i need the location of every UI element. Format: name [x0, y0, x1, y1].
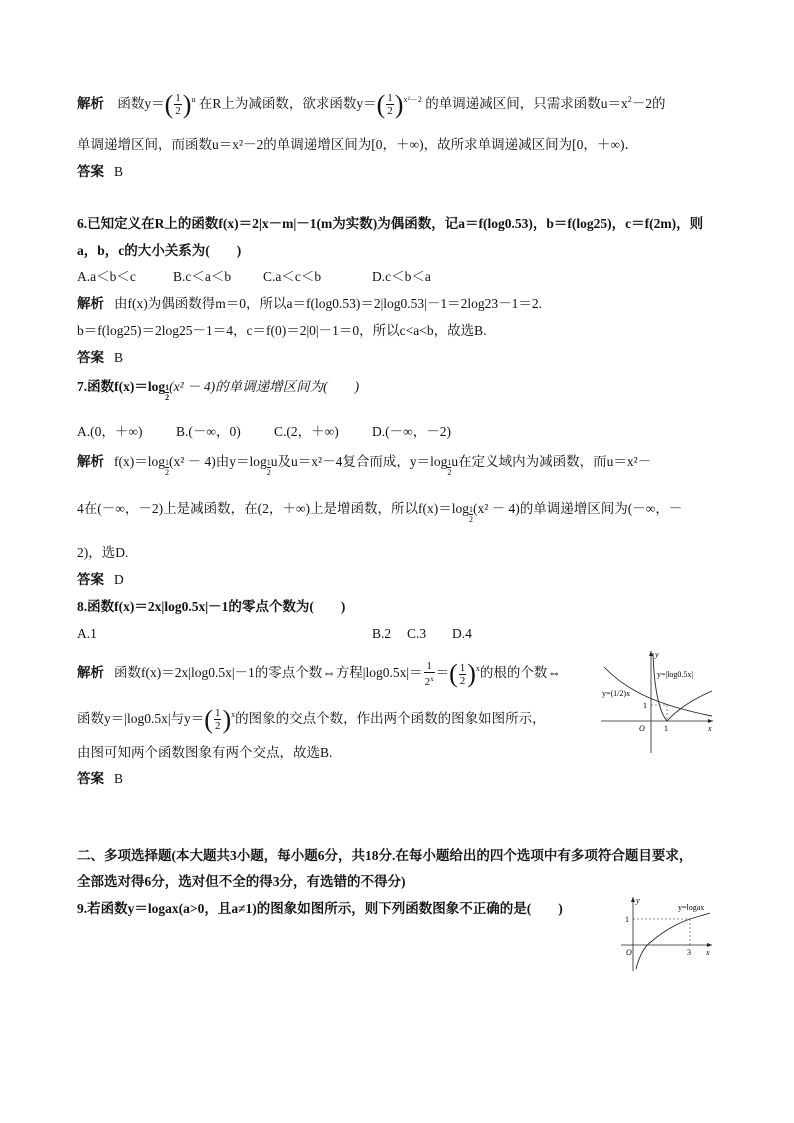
exp-curve-label: y=(1/2)x: [602, 689, 631, 698]
q8-answer: 答案 B: [77, 771, 124, 786]
section2-heading-line1: 二、多项选择题(本大题共3小题，每小题6分，共18分.在每小题给出的四个选项中有多项符合题目要求，: [77, 848, 693, 863]
x-axis-label: x: [708, 724, 712, 733]
tick-one-y: 1: [643, 701, 647, 710]
q8-analysis-line1: 解析 函数f(x)＝2x|log0.5x|－1的零点个数⇔方程|log0.5x|＝ $\frac{1}{2^x}$ ＝( $\frac{1}{2}$ )$^x$的根的个数⇔: [77, 659, 561, 688]
tick-three-x: 3: [687, 948, 691, 957]
q8-option-d: D.4: [452, 626, 472, 641]
q6-option-d: D.c＜b＜a: [372, 269, 431, 284]
q6-answer: 答案 B: [77, 350, 124, 365]
analysis-label: 解析: [77, 96, 104, 111]
q8-option-b: B.2: [372, 626, 392, 641]
q5-analysis-line1: 解析 函数y＝( $\frac{1}{2}$ )$^u$ 在R上为减函数，欲求函数y＝( $\frac{1}{2}$ )$^{x^2-2}$ 的单调递减区间，只需求函数$u=x^2-2$的: [77, 89, 666, 119]
q8-figure: [596, 645, 718, 755]
q8-analysis-line3: 由图可知两个函数图象有两个交点，故选B.: [77, 745, 333, 760]
abs-log-curve-label: y=|log0.5x|: [657, 670, 693, 679]
y-axis-label: y: [655, 650, 659, 659]
y-axis-label: y: [636, 896, 640, 905]
q7-option-b: B.(－∞，0): [176, 424, 241, 439]
q7-option-c: C.(2，＋∞): [274, 424, 339, 439]
q7-analysis-line1: 解析 f(x)＝log $\frac{1}{2}(x^2 - 4)$由y＝log $\frac{1}{2}u$及u＝x²－4复合而成，y＝log $\frac{1}{2}u$在定义域内为减函数，而u＝x²－: [77, 454, 652, 477]
abs-log-curve: [653, 653, 712, 721]
x-axis-label: x: [706, 948, 710, 957]
q6-option-c: C.a＜c＜b: [263, 269, 322, 284]
q7-analysis-line2: 4在(－∞，－2)上是减函数，在(2，＋∞)上是增函数，所以f(x)＝log $\frac{1}{2}(x^2 - 4)$的单调递增区间为(－∞，－: [77, 501, 683, 524]
q7-option-a: A.(0，＋∞): [77, 424, 143, 439]
q7-analysis-line3: 2)，选D.: [77, 545, 129, 560]
q5-analysis-line2: 单调递增区间，而函数u＝x²－2的单调递增区间为[0，＋∞)，故所求单调递减区间为[0，＋∞)．: [77, 137, 639, 152]
q8-analysis-line2: 函数y＝|log0.5x|与y＝( $\frac{1}{2}$ )$^x$的图象的交点个数，作出两个函数的图象如图所示，: [77, 704, 546, 734]
q7-answer: 答案 D: [77, 572, 124, 587]
q6-option-b: B.c＜a＜b: [173, 269, 232, 284]
q9-stem: 9.若函数y＝logax(a>0，且a≠1)的图象如图所示，则下列函数图象不正确的是( ): [77, 901, 563, 916]
tick-one-y: 1: [625, 915, 629, 924]
q5-answer: 答案 B: [77, 164, 124, 179]
q6-stem-line2: a，b，c的大小关系为( ): [77, 243, 242, 258]
q6-stem-line1: 6.已知定义在R上的函数f(x)＝2|x－m|－1(m为实数)为偶函数，记a＝f(log0.53)，b＝f(log25)，c＝f(2m)，则: [77, 216, 704, 231]
q8-stem: 8.函数f(x)＝2x|log0.5x|－1的零点个数为( ): [77, 599, 346, 614]
q8-option-a: A.1: [77, 626, 97, 641]
origin-label: O: [626, 948, 632, 957]
q7-stem: 7.函数f(x)＝log $\frac{1}{2}(x^2 - 4)$的单调递增区间为( ): [77, 379, 360, 402]
q6-option-a: A.a＜b＜c: [77, 269, 136, 284]
log-curve: [636, 913, 710, 969]
q8-option-c: C.3: [407, 626, 427, 641]
tick-one-x: 1: [664, 724, 668, 733]
q6-analysis-line1: 解析 由f(x)为偶函数得m＝0，所以a＝f(log0.53)＝2|log0.53|－1＝2log23－1＝2.: [77, 296, 542, 311]
q6-analysis-line2: b＝f(log25)＝2log25－1＝4，c＝f(0)＝2|0|－1＝0，所以c<a<b，故选B.: [77, 323, 487, 338]
q7-option-d: D.(－∞，－2): [372, 424, 451, 439]
log-curve-label: y=logax: [678, 903, 705, 912]
q9-figure: [616, 893, 716, 973]
origin-label: O: [639, 724, 645, 733]
section2-heading-line2: 全部选对得6分，选对但不全的得3分，有选错的不得分): [77, 874, 406, 889]
